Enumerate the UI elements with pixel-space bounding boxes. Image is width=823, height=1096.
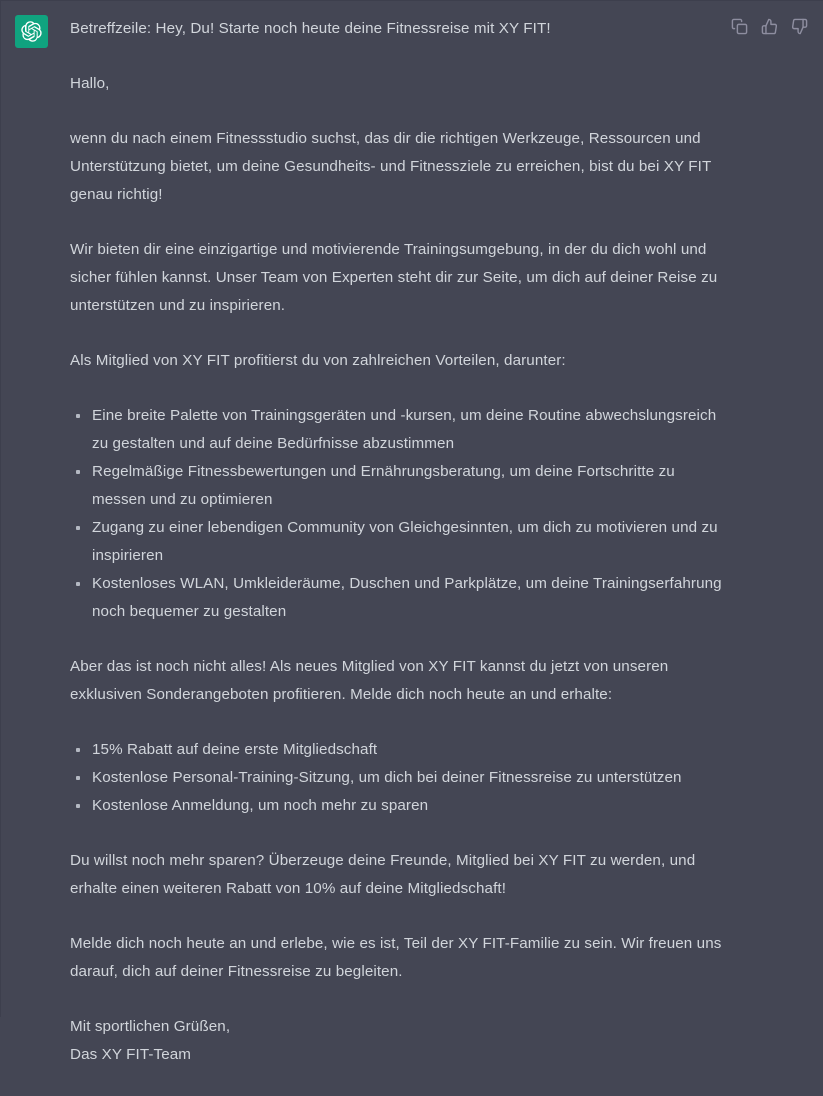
paragraph-1: wenn du nach einem Fitnessstudio suchst, das dir die richtigen Werkzeuge, Ressourcen und Unterstützung bietet, um deine Gesundheits- und Fitnessziele zu erreichen, bist du bei XY FIT genau richtig! bbox=[70, 130, 712, 203]
thumbs-down-button[interactable] bbox=[790, 17, 809, 36]
benefits-list bbox=[70, 402, 730, 626]
signoff-line-1: Mit sportlichen Grüßen, bbox=[70, 1018, 231, 1035]
signoff-line-2: Das XY FIT-Team bbox=[70, 1046, 192, 1063]
offers-list bbox=[70, 736, 730, 820]
paragraph-3: Du willst noch mehr sparen? Überzeuge deine Freunde, Mitglied bei XY FIT zu werden, und erhalte einen weiteren Rabatt von 10% auf deine Mitgliedschaft! bbox=[70, 852, 696, 897]
list-item: Kostenlose Personal-Training-Sitzung, um dich bei deiner Fitnessreise zu unterstützen bbox=[92, 764, 730, 792]
offers-intro: Aber das ist noch nicht alles! Als neues Mitglied von XY FIT kannst du jetzt von unseren exklusiven Sonderangeboten profitieren. Melde dich noch heute an und erhalte: bbox=[70, 658, 669, 703]
signoff bbox=[70, 1013, 725, 1069]
list-item: Regelmäßige Fitnessbewertungen und Ernährungsberatung, um deine Fortschritte zu messen und zu optimieren bbox=[92, 458, 730, 514]
list-item: Zugang zu einer lebendigen Community von Gleichgesinnten, um dich zu motivieren und zu inspirieren bbox=[92, 514, 730, 570]
thumbs-up-button[interactable] bbox=[760, 17, 779, 36]
message-content bbox=[48, 15, 807, 1096]
copy-button[interactable] bbox=[730, 17, 749, 36]
openai-logo-icon bbox=[21, 21, 42, 42]
subject-line: Betreffzeile: Hey, Du! Starte noch heute deine Fitnessreise mit XY FIT! bbox=[70, 20, 551, 37]
benefits-intro: Als Mitglied von XY FIT profitierst du von zahlreichen Vorteilen, darunter: bbox=[70, 352, 566, 369]
paragraph-2: Wir bieten dir eine einzigartige und motivierende Trainingsumgebung, in der du dich wohl und sicher fühlen kannst. Unser Team von Experten steht dir zur Seite, um dich auf deiner Reise zu unterstützen und zu inspirieren. bbox=[70, 241, 718, 314]
message-actions-toolbar bbox=[730, 17, 809, 36]
greeting: Hallo, bbox=[70, 75, 110, 92]
paragraph-4: Melde dich noch heute an und erlebe, wie es ist, Teil der XY FIT-Familie zu sein. Wir freuen uns darauf, dich auf deiner Fitnessreise zu begleiten. bbox=[70, 935, 722, 980]
message-row bbox=[1, 15, 823, 1096]
thumbs-up-icon bbox=[761, 18, 778, 35]
list-item: Eine breite Palette von Trainingsgeräten und -kursen, um deine Routine abwechslungsreich zu gestalten und auf deine Bedürfnisse abzustimmen bbox=[92, 402, 730, 458]
list-item: 15% Rabatt auf deine erste Mitgliedschaft bbox=[92, 736, 730, 764]
list-item: Kostenloses WLAN, Umkleideräume, Duschen und Parkplätze, um deine Trainingserfahrung noch bequemer zu gestalten bbox=[92, 570, 730, 626]
clipboard-icon bbox=[731, 18, 748, 35]
list-item: Kostenlose Anmeldung, um noch mehr zu sparen bbox=[92, 792, 730, 820]
avatar bbox=[15, 15, 48, 48]
thumbs-down-icon bbox=[791, 18, 808, 35]
